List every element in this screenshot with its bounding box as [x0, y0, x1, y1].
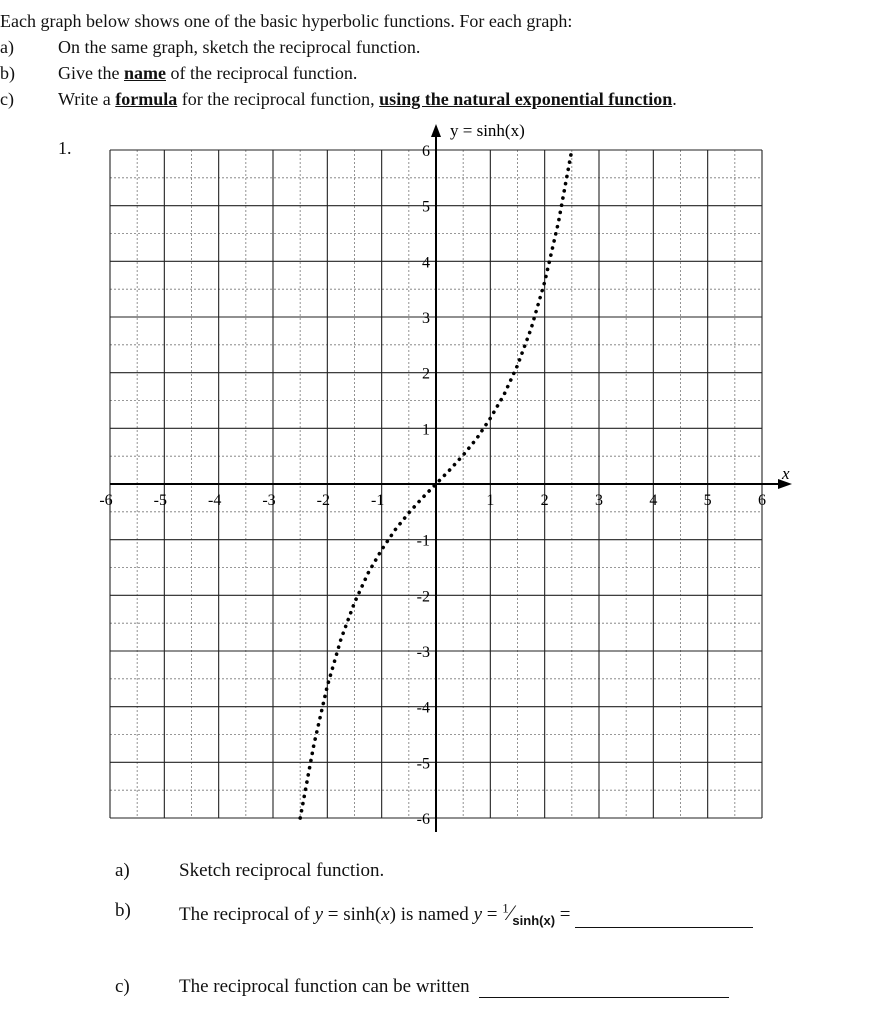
x-tick-label: 2: [540, 492, 549, 509]
y-tick-label: -2: [416, 588, 430, 606]
x-tick-label: -6: [99, 492, 113, 509]
y-tick-label: 2: [422, 365, 430, 383]
reciprocal-denominator: sinh(x): [512, 912, 556, 928]
x-tick-label: -3: [262, 492, 276, 509]
name-emphasis: name: [123, 63, 166, 83]
problem-number: 1.: [58, 138, 72, 158]
y-tick-label: 5: [422, 198, 430, 216]
y-tick-label: -3: [416, 644, 430, 661]
y-tick-label: 4: [422, 254, 430, 272]
x-tick-label: -2: [316, 492, 330, 509]
x-tick-label: 6: [758, 492, 766, 509]
y-tick-label: 3: [422, 310, 430, 327]
y-axis-arrow: [431, 124, 441, 137]
axes: [110, 124, 792, 832]
instructions-heading: Each graph below shows one of the basic hyperbolic functions. For each graph:: [0, 11, 573, 31]
x-tick-label: 5: [703, 492, 712, 509]
x-tick-label: 4: [649, 492, 658, 509]
y-tick-label: 1: [422, 421, 430, 439]
curve-label: y = sinh(x): [450, 121, 525, 140]
formula-emphasis: formula: [115, 89, 178, 109]
x-axis-label: x: [782, 464, 790, 483]
y-tick-label: -6: [416, 811, 430, 828]
x-tick-label: 1: [486, 492, 495, 509]
y-tick-label: -1: [416, 532, 430, 550]
answer-blank-c[interactable]: [479, 979, 729, 998]
x-tick-label: -4: [208, 492, 222, 509]
y-tick-label: 6: [422, 143, 430, 160]
x-tick-label: -1: [371, 492, 385, 509]
exponential-emphasis: using the natural exponential function: [379, 89, 673, 109]
x-tick-label: 3: [595, 492, 603, 509]
y-tick-label: -5: [416, 755, 430, 773]
x-tick-label: -5: [153, 492, 167, 509]
y-tick-label: -4: [416, 699, 430, 717]
answer-blank-b[interactable]: [575, 909, 753, 928]
